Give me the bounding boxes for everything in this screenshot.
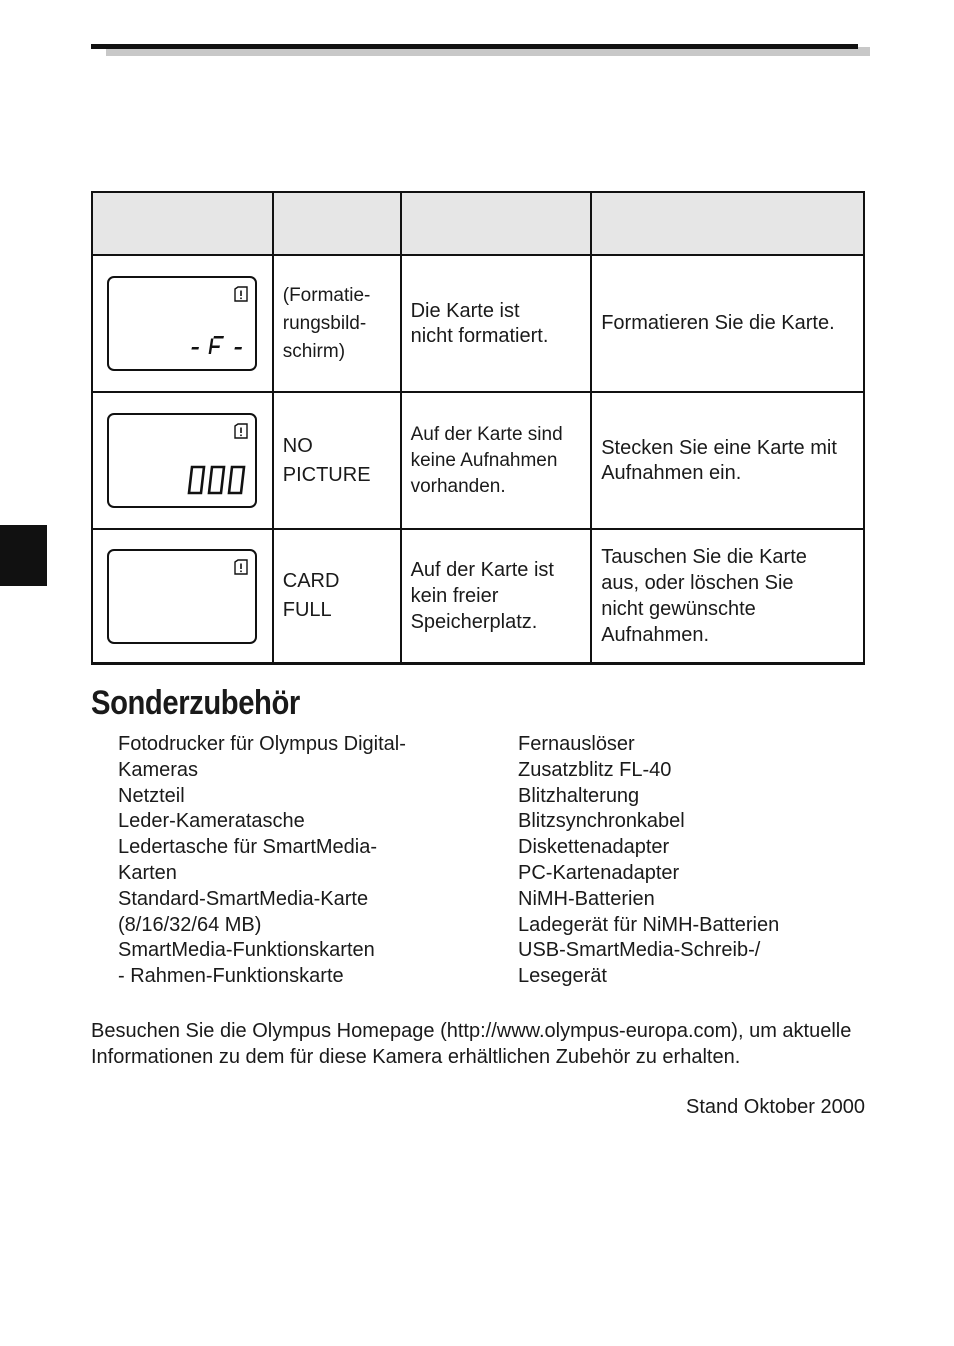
list-item: Netzteil <box>118 784 185 807</box>
message-text: (Formatie- rungsbild- schirm) <box>282 284 371 362</box>
table-header-row <box>92 192 864 255</box>
zero-count-glyph <box>187 464 249 496</box>
header-rule <box>91 44 858 49</box>
chapter-tab <box>0 525 47 586</box>
message-text: CARD FULL <box>282 570 340 621</box>
list-item: Leder-Kameratasche <box>118 810 305 833</box>
list-item: USB-SmartMedia-Schreib-/ <box>518 939 761 962</box>
list-item: Ledertasche für SmartMedia- <box>118 836 378 859</box>
remedy-cell <box>591 529 864 664</box>
message-cell <box>273 392 401 529</box>
remedy-text: Tauschen Sie die Karte aus, oder löschen Sie nicht gewünschte Aufnahmen. <box>601 546 807 646</box>
table-row <box>92 529 864 664</box>
card-warning-icon <box>234 423 248 439</box>
display-cell <box>92 529 273 664</box>
list-item: Fernauslöser <box>518 733 635 755</box>
list-item: Kameras <box>118 758 199 781</box>
date-note: Stand Oktober 2000 <box>685 1096 865 1118</box>
cause-text: Die Karte ist nicht formatiert. <box>410 299 549 347</box>
table-header-cell <box>591 192 864 255</box>
list-item: Zusatzblitz FL-40 <box>518 758 672 781</box>
remedy-text: Stecken Sie eine Karte mit Aufnahmen ein. <box>601 436 837 484</box>
display-cell <box>92 255 273 392</box>
accessories-right-list <box>518 732 858 990</box>
table-row <box>92 255 864 392</box>
list-item: Ladegerät für NiMH-Batterien <box>518 913 780 936</box>
list-item: Diskettenadapter <box>518 836 670 859</box>
list-item: Blitzhalterung <box>518 784 640 807</box>
lcd-panel <box>107 276 257 371</box>
cause-cell <box>401 392 592 529</box>
list-item: - Rahmen-Funktionskarte <box>118 965 344 988</box>
table-header-cell <box>273 192 401 255</box>
lcd-panel <box>107 413 257 508</box>
table-header-cell <box>92 192 273 255</box>
list-item: Fotodrucker für Olympus Digital- <box>118 733 406 755</box>
cause-cell <box>401 529 592 664</box>
message-cell <box>273 529 401 664</box>
table-header-cell <box>401 192 592 255</box>
list-item: Blitzsynchronkabel <box>518 810 685 833</box>
message-text: NO PICTURE <box>282 434 371 486</box>
list-item: Lesegerät <box>518 965 607 988</box>
list-item: Karten <box>118 861 177 884</box>
format-glyph <box>189 333 249 359</box>
list-item: SmartMedia-Funktionskarten <box>118 939 375 962</box>
remedy-cell <box>591 392 864 529</box>
cause-text: Auf der Karte sind keine Aufnahmen vorhanden. <box>410 423 563 497</box>
table-row <box>92 392 864 529</box>
error-table <box>91 191 865 665</box>
list-item: (8/16/32/64 MB) <box>118 913 262 936</box>
display-cell <box>92 392 273 529</box>
accessories-left-list <box>118 732 438 990</box>
remedy-cell <box>591 255 864 392</box>
section-title: Sonderzubehör <box>91 684 300 722</box>
cause-text: Auf der Karte ist kein freier Speicherplatz. <box>410 559 554 633</box>
homepage-note: Besuchen Sie die Olympus Homepage (http://www.olympus-europa.com), um aktuelle Informationen zu dem für diese Kamera erhältlichen Zubehör zu erhalten. <box>91 1020 852 1068</box>
card-warning-icon <box>234 286 248 302</box>
lcd-panel <box>107 549 257 644</box>
list-item: PC-Kartenadapter <box>518 861 680 884</box>
card-warning-icon <box>234 559 248 575</box>
list-item: Standard-SmartMedia-Karte <box>118 887 369 910</box>
cause-cell <box>401 255 592 392</box>
message-cell <box>273 255 401 392</box>
remedy-text: Formatieren Sie die Karte. <box>601 312 835 334</box>
list-item: NiMH-Batterien <box>518 887 655 910</box>
